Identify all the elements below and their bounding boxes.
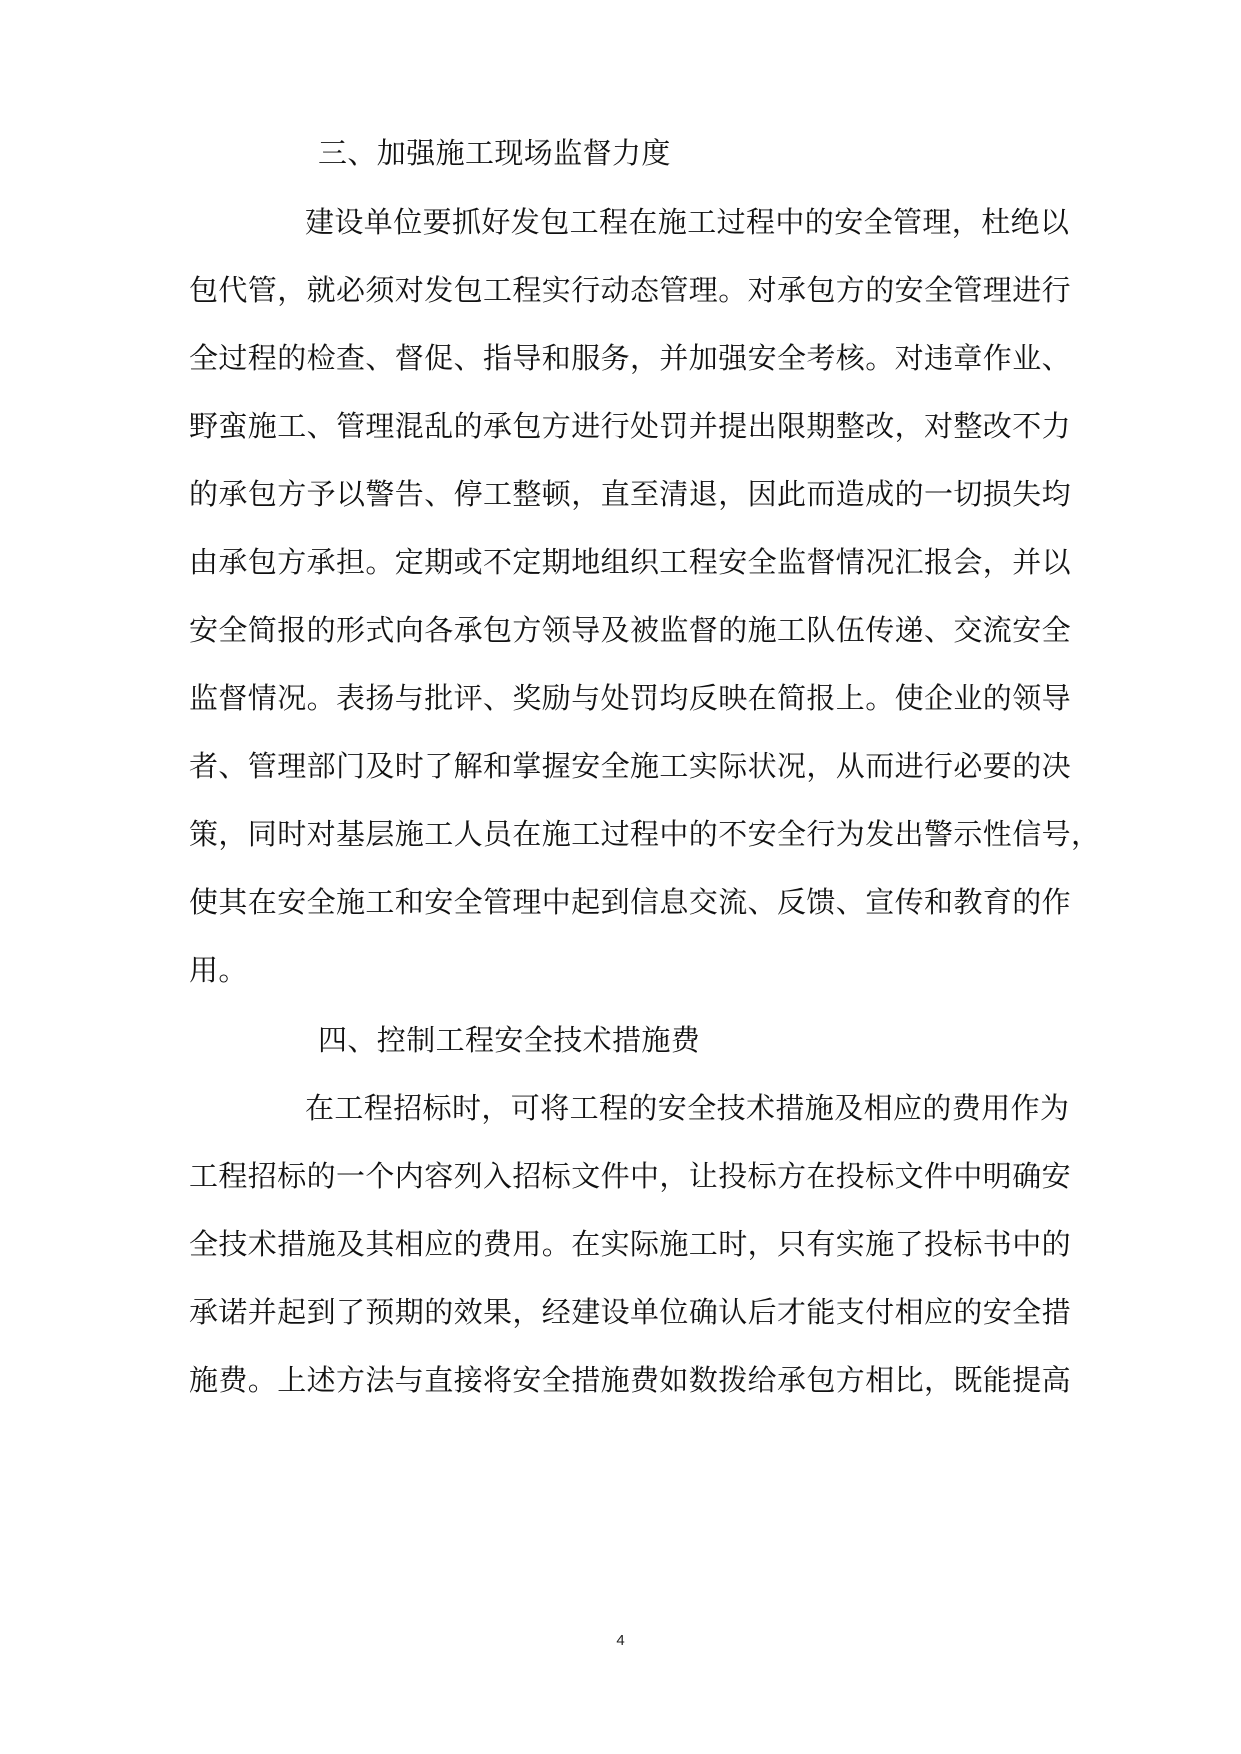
section-3-paragraph-line-8: 监督情况。表扬与批评、奖励与处罚均反映在简报上。使企业的领导 (189, 681, 1072, 715)
section-3-paragraph-line-2: 包代管，就必须对发包工程实行动态管理。对承包方的安全管理进行 (189, 273, 1072, 307)
section-3-paragraph-line-7: 安全简报的形式向各承包方领导及被监督的施工队伍传递、交流安全 (189, 613, 1072, 647)
section-3-paragraph-line-11: 使其在安全施工和安全管理中起到信息交流、反馈、宣传和教育的作 (189, 885, 1072, 919)
section-3-paragraph-line-10: 策，同时对基层施工人员在施工过程中的不安全行为发出警示性信号， (189, 817, 1101, 851)
section-3-paragraph-line-5: 的承包方予以警告、停工整顿，直至清退，因此而造成的一切损失均 (189, 477, 1072, 511)
section-4-paragraph-line-5: 施费。上述方法与直接将安全措施费如数拨给承包方相比，既能提高 (189, 1363, 1072, 1397)
section-3-paragraph-line-4: 野蛮施工、管理混乱的承包方进行处罚并提出限期整改，对整改不力 (189, 409, 1072, 443)
section-3-heading: 三、加强施工现场监督力度 (318, 136, 671, 170)
section-3-paragraph-line-9: 者、管理部门及时了解和掌握安全施工实际状况，从而进行必要的决 (189, 749, 1072, 783)
section-3-paragraph-line-3: 全过程的检查、督促、指导和服务，并加强安全考核。对违章作业、 (189, 341, 1072, 375)
section-3-paragraph-line-6: 由承包方承担。定期或不定期地组织工程安全监督情况汇报会，并以 (189, 545, 1072, 579)
section-4-paragraph-line-1: 在工程招标时，可将工程的安全技术措施及相应的费用作为 (305, 1091, 1070, 1125)
page-number: 4 (616, 1632, 625, 1649)
section-4-paragraph-line-3: 全技术措施及其相应的费用。在实际施工时，只有实施了投标书中的 (189, 1227, 1072, 1261)
section-4-heading: 四、控制工程安全技术措施费 (318, 1023, 701, 1057)
section-3-paragraph-line-1: 建设单位要抓好发包工程在施工过程中的安全管理，杜绝以 (305, 205, 1070, 239)
section-4-paragraph-line-2: 工程招标的一个内容列入招标文件中，让投标方在投标文件中明确安 (189, 1159, 1072, 1193)
section-3-paragraph-line-12: 用。 (189, 953, 248, 987)
section-4-paragraph-line-4: 承诺并起到了预期的效果，经建设单位确认后才能支付相应的安全措 (189, 1295, 1072, 1329)
